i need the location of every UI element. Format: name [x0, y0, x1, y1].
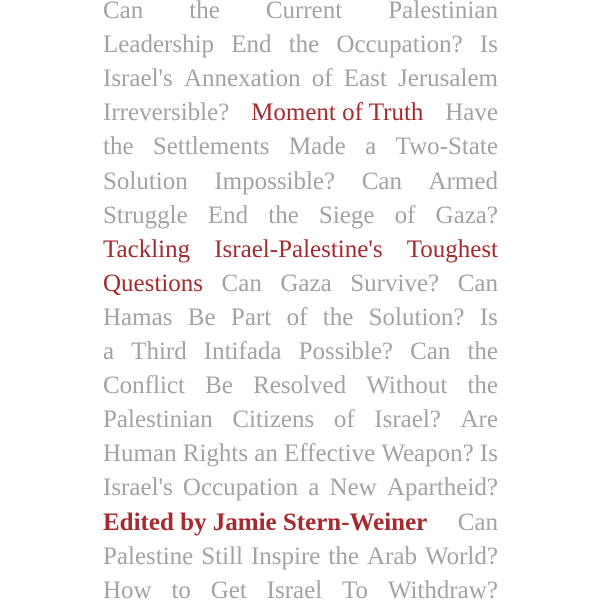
question-word: Israel's [103, 65, 173, 93]
question-word: Conflict [103, 372, 185, 400]
question-word: Inspire [250, 542, 321, 570]
question-word: of [333, 406, 355, 434]
cover-text-line [103, 233, 498, 267]
question-word: Intifada [203, 338, 282, 365]
question-word: Occupation? [336, 31, 463, 59]
question-word: a [103, 338, 115, 365]
question-word: Is [479, 303, 498, 331]
title-phrase: Questions [103, 269, 203, 297]
question-word: Settlements [152, 133, 270, 161]
cover-text-line [103, 62, 498, 96]
question-word: to [171, 576, 191, 600]
question-word: How [103, 576, 152, 600]
question-word: Two-State [395, 133, 498, 161]
question-word: of [286, 303, 308, 331]
question-word: Gaza [280, 269, 332, 297]
cover-text-line [103, 0, 498, 28]
cover-text-line [103, 540, 498, 574]
question-word: Effective [284, 440, 376, 468]
cover-text-line [103, 267, 498, 301]
question-word: East [343, 65, 387, 93]
question-word: Third [131, 338, 187, 365]
question-word: Can [103, 0, 144, 24]
question-word: Occupation [182, 474, 299, 502]
question-word: Impossible? [214, 167, 336, 195]
question-word: End [207, 201, 249, 229]
question-word: an [254, 440, 278, 468]
question-word: Apartheid? [386, 474, 498, 502]
title-phrase: Moment of Truth [251, 99, 424, 127]
question-word: Is [479, 31, 498, 59]
cover-text-line [103, 301, 498, 335]
cover-text-line [103, 437, 498, 471]
question-word: Rights [182, 440, 249, 468]
question-word: Possible? [298, 338, 394, 365]
cover-text-line [103, 130, 498, 164]
question-word: Israel? [374, 406, 441, 434]
question-word: End [231, 31, 272, 59]
question-word: Solution? [368, 303, 465, 331]
question-word: Israel's [103, 474, 173, 502]
question-word: Palestinian [103, 406, 213, 434]
question-word: To [342, 576, 369, 600]
question-word: the [189, 0, 220, 24]
question-word: Palestinian [388, 0, 498, 24]
cover-text-line [103, 96, 498, 130]
question-word: Can [410, 338, 451, 365]
question-word: Weapon? [381, 440, 474, 468]
question-word: Jerusalem [398, 65, 498, 93]
cover-text-line [103, 506, 498, 540]
question-word: Without [366, 372, 448, 400]
editor-credit: Edited by Jamie Stern-Weiner [103, 508, 428, 536]
question-word: a [365, 133, 377, 161]
question-word: Have [445, 99, 498, 127]
question-word: Be [205, 372, 233, 400]
cover-text-line [103, 28, 498, 62]
question-word: Current [265, 0, 343, 24]
question-word: New [329, 474, 377, 502]
question-word: Hamas [103, 303, 173, 331]
question-word: Part [230, 303, 272, 331]
cover-text-line [103, 369, 498, 403]
question-word: Can [457, 508, 498, 536]
question-word: the [467, 372, 498, 400]
cover-text-line [103, 199, 498, 233]
question-word: Can [221, 269, 262, 297]
question-word: World? [424, 542, 498, 570]
question-word: Citizens [232, 406, 315, 434]
question-word: Is [479, 440, 498, 468]
question-word: Palestine [103, 542, 194, 570]
cover-text-line [103, 403, 498, 437]
question-word: Made [288, 133, 346, 161]
question-word: Resolved [253, 372, 347, 400]
question-word: Irreversible? [103, 99, 230, 127]
cover-text-line [103, 574, 498, 600]
question-word: of [311, 65, 333, 93]
question-word: Struggle [103, 201, 188, 229]
question-word: Annexation [183, 65, 301, 93]
title-phrase: Toughest [406, 235, 498, 263]
title-phrase: Israel-Palestine's [214, 235, 383, 263]
question-word: Gaza? [435, 201, 498, 229]
cover-text-line [103, 471, 498, 505]
cover-text-line [103, 335, 498, 369]
question-word: the [322, 303, 354, 331]
question-word: the [467, 338, 498, 365]
question-word: Withdraw? [387, 576, 498, 600]
question-word: Armed [428, 167, 498, 195]
title-phrase: Tackling [103, 235, 191, 263]
question-word: the [328, 542, 359, 570]
question-word: Can [457, 269, 498, 297]
question-word: of [394, 201, 416, 229]
question-word: Leadership [103, 31, 215, 59]
question-word: Can [361, 167, 402, 195]
question-word: a [308, 474, 320, 502]
question-word: Be [187, 303, 216, 331]
question-word: Solution [103, 167, 188, 195]
question-word: Human [103, 440, 177, 468]
question-word: the [268, 201, 299, 229]
question-word: the [103, 133, 134, 161]
question-word: Israel [266, 576, 323, 600]
cover-text-line [103, 165, 498, 199]
question-word: Are [460, 406, 498, 434]
question-word: Still [201, 542, 243, 570]
question-word: Arab [366, 542, 417, 570]
question-word: Siege [318, 201, 375, 229]
question-word: the [288, 31, 320, 59]
question-word: Get [210, 576, 247, 600]
question-word: Survive? [350, 269, 440, 297]
